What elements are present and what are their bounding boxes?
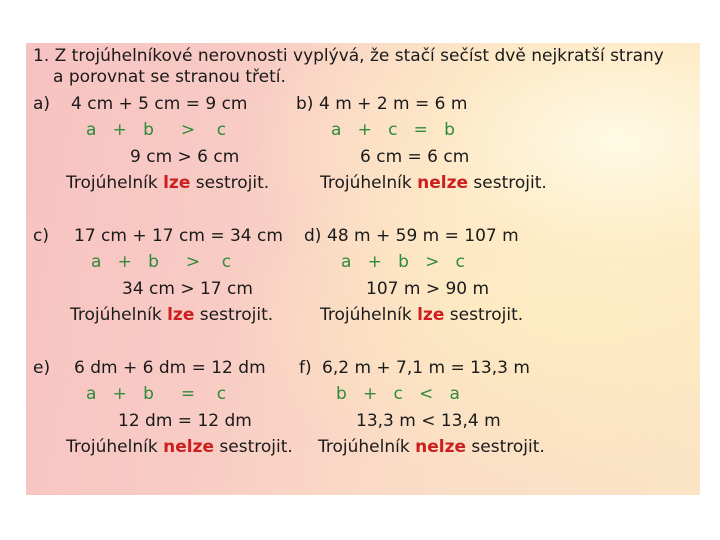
result-c: Trojúhelník lze sestrojit. (70, 305, 274, 325)
intro-line-2: a porovnat se stranou třetí. (53, 67, 286, 87)
result-word-d: lze (417, 305, 445, 325)
result-word-a: lze (163, 173, 191, 193)
relation-f: b + c < a (336, 384, 460, 404)
compare-f: 13,3 m < 13,4 m (356, 411, 501, 431)
result-word-c: lze (167, 305, 195, 325)
relation-c: a + b > c (91, 252, 232, 272)
label-c: c) (33, 226, 49, 246)
intro-line-1: 1. Z trojúhelníkové nerovnosti vyplývá, že stačí sečíst dvě nejkratší strany (33, 46, 664, 66)
label-f: f) (299, 358, 312, 378)
label-d: d) (304, 226, 322, 246)
result-word-f: nelze (415, 437, 466, 457)
calc-f: 6,2 m + 7,1 m = 13,3 m (322, 358, 530, 378)
relation-a: a + b > c (86, 120, 227, 140)
relation-d: a + b > c (341, 252, 465, 272)
label-b: b) (296, 94, 314, 114)
result-e: Trojúhelník nelze sestrojit. (66, 437, 293, 457)
calc-e: 6 dm + 6 dm = 12 dm (74, 358, 266, 378)
relation-e: a + b = c (86, 384, 227, 404)
calc-a: 4 cm + 5 cm = 9 cm (71, 94, 248, 114)
compare-b: 6 cm = 6 cm (360, 147, 470, 167)
label-e: e) (33, 358, 51, 378)
compare-c: 34 cm > 17 cm (122, 279, 253, 299)
slide (26, 43, 700, 495)
calc-d: 48 m + 59 m = 107 m (327, 226, 519, 246)
result-word-e: nelze (163, 437, 214, 457)
result-b: Trojúhelník nelze sestrojit. (320, 173, 547, 193)
result-a: Trojúhelník lze sestrojit. (66, 173, 270, 193)
compare-a: 9 cm > 6 cm (130, 147, 240, 167)
calc-c: 17 cm + 17 cm = 34 cm (74, 226, 283, 246)
compare-e: 12 dm = 12 dm (118, 411, 252, 431)
relation-b: a + c = b (331, 120, 455, 140)
calc-b: 4 m + 2 m = 6 m (319, 94, 468, 114)
result-d: Trojúhelník lze sestrojit. (320, 305, 524, 325)
result-word-b: nelze (417, 173, 468, 193)
label-a: a) (33, 94, 51, 114)
compare-d: 107 m > 90 m (366, 279, 490, 299)
result-f: Trojúhelník nelze sestrojit. (318, 437, 545, 457)
